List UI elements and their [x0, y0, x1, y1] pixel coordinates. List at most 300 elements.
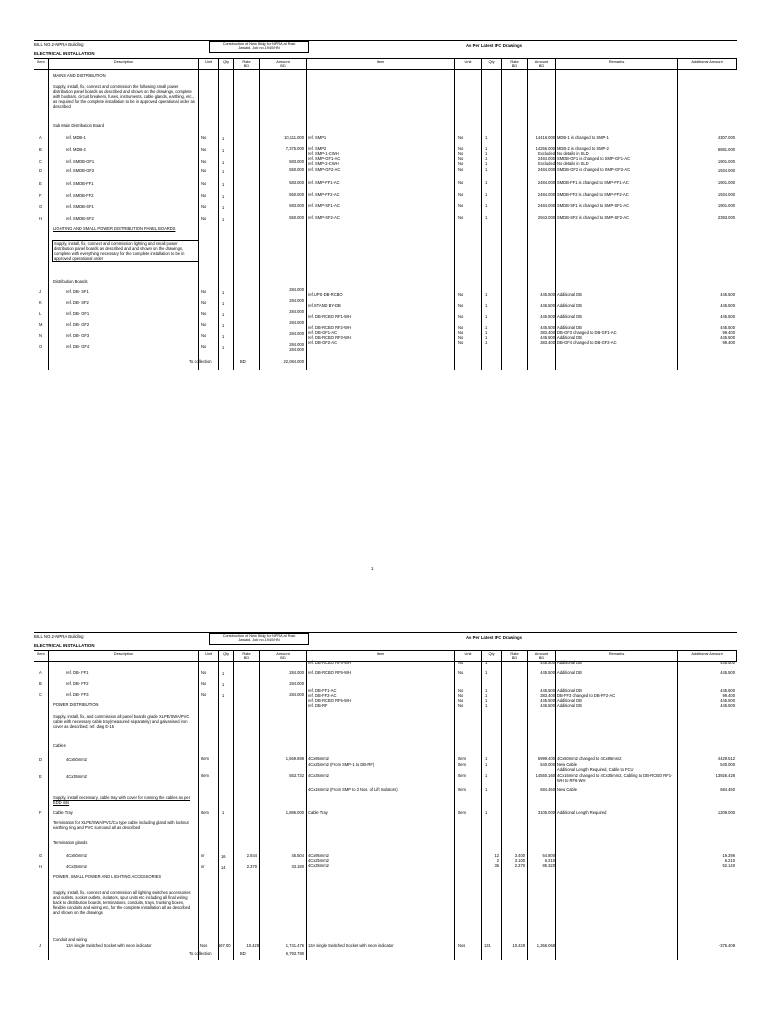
col-rate-label: Rate	[242, 651, 251, 656]
row-qty2: 1	[485, 167, 488, 172]
row-amount: 550.000	[289, 215, 304, 220]
db-amount2: 383.400	[540, 340, 555, 345]
cable-unit2: Item	[458, 762, 466, 767]
row-unit: No	[201, 204, 207, 209]
currency-label: BD	[240, 951, 246, 956]
row-ref: ref. SMP-SF1-AC	[308, 203, 340, 208]
row-ref: ref. SMP1	[308, 135, 327, 140]
gland-amount2: 64.800	[542, 853, 555, 858]
row-amount2: 14416.000	[535, 135, 555, 140]
db-amount: 284.000	[289, 287, 304, 292]
construction-title-box	[209, 633, 309, 645]
construction-line-1: Construction of New Bldg for NPRA at Rasl	[222, 634, 296, 638]
col-amount2-unit: BD	[538, 62, 545, 68]
gland-amount2: 6.210	[544, 858, 555, 863]
row-additional: 1901.000	[717, 180, 735, 185]
db-desc: ref. DB- GF3	[66, 333, 90, 338]
db-item: B	[39, 681, 42, 686]
cable-ref: 4Cx35mm2	[308, 773, 329, 778]
mains-title: MAINS AND DISTRIBUTION	[53, 73, 106, 78]
row-amount2: 14256.000	[535, 146, 555, 151]
db-unit2: No	[458, 340, 464, 345]
sheet-page-2	[34, 632, 737, 960]
cable-qty2: 1	[485, 756, 488, 761]
construction-title-box	[209, 41, 309, 53]
db-amount2: 383.400	[540, 330, 555, 335]
j-desc: 13A single Switched Socket with neon indicator	[66, 943, 152, 948]
row-desc: ref. MDB-2	[66, 147, 86, 152]
db-ref: ref.STAND BY-DB	[308, 303, 341, 308]
row-ref: ref. SMP-1-CWH	[308, 151, 339, 156]
gland-unit: nr	[201, 853, 205, 858]
db-amount: 284.000	[289, 692, 304, 697]
db-qty: 1	[222, 312, 225, 317]
db-additional: 99.400	[722, 340, 735, 345]
tray-unit2: Item	[458, 810, 466, 815]
db-ref: ref. DB-GF1-AC	[308, 330, 338, 335]
gland-amount: 33.180	[291, 864, 304, 869]
db-unit2: No	[458, 698, 464, 703]
gland-additional: 19.296	[722, 853, 735, 858]
row-remark: SMDB-SF1 is changed to SMP-SF1-AC	[557, 203, 630, 208]
col-amount2-label: Amount	[534, 59, 549, 64]
col-rate2-unit: BD	[511, 62, 518, 68]
tray-ref: Cable Tray	[308, 810, 328, 815]
col-remarks: Remarks	[555, 59, 677, 70]
db-additional: 445.500	[720, 670, 735, 675]
row-qty: 1	[222, 160, 225, 165]
col-rate2-unit: BD	[511, 654, 518, 660]
db-item: M	[39, 322, 43, 327]
row-unit: No	[201, 147, 207, 152]
db-remark: Additional DB	[557, 303, 582, 308]
row-remark: SMDB-GF2 is changed to SMP-GF2-AC	[557, 167, 631, 172]
db-qty: 1	[222, 671, 225, 676]
ifc-title: As Per Latest IFC Drawings	[465, 635, 523, 640]
tray-note: Supply, install necessary, cable tray with cover for running the cables as per EDD ints	[53, 795, 191, 806]
termination-text: Termination for XLPE/SWA/PVC/Cu type cable including gland with locknut earthing ring and PVC surround all as described	[53, 820, 189, 831]
db-desc: ref. DB- FF1	[66, 670, 89, 675]
db-remark: Additional DB	[557, 314, 582, 319]
db-unit: No	[201, 344, 207, 349]
row-unit2: No	[458, 215, 464, 220]
cable-desc: 4Cx50mm2	[66, 757, 87, 762]
cable-amount: 1,569.888	[285, 756, 304, 761]
db-unit: No	[201, 333, 207, 338]
db-desc: ref. DB- GF1	[66, 311, 90, 316]
db-qty: 1	[222, 682, 225, 687]
db-remark: Additional DB	[557, 660, 582, 665]
gland-amount2: 85.320	[542, 863, 555, 868]
db-amount2: 445.500	[540, 314, 555, 319]
row-item: H	[39, 216, 42, 221]
j-ref: 13A single Switched Socket with neon indicator	[308, 943, 394, 948]
tray-remark: Additional Length Required	[557, 810, 607, 815]
db-ref: ref. DB-RCBO RF1-WH	[308, 314, 351, 319]
col-unit2: Unit	[454, 59, 481, 70]
row-amount2: 2484.000	[537, 167, 555, 172]
row-unit2: No	[458, 192, 464, 197]
row-remark: MDB-1 is changed to SMP-1	[557, 135, 609, 140]
cable-additional: 13926.428	[715, 773, 735, 778]
db-unit2: No	[458, 670, 464, 675]
j-amount2: 1,366.068	[536, 943, 555, 948]
col-amount-unit: BD	[280, 654, 286, 660]
row-qty: 1	[222, 182, 225, 187]
db-ref: ref. DB-RF	[308, 703, 328, 708]
to-collection-label: To collection	[189, 951, 212, 956]
col-item: Item	[37, 651, 45, 656]
gland-qty2: 36	[494, 863, 499, 868]
row-additional: 2393.000	[717, 215, 735, 220]
db-unit2: No	[458, 325, 464, 330]
db-remark: Additional DB	[557, 325, 582, 330]
db-item: O	[39, 344, 43, 349]
db-unit2: No	[458, 330, 464, 335]
db-additional: 99.400	[722, 693, 735, 698]
cable-remark: New Cable	[557, 762, 578, 767]
gland-rate: 2.844	[246, 853, 257, 858]
db-desc: ref. DB- FF3	[66, 692, 89, 697]
row-item: A	[39, 135, 42, 140]
db-unit2: No	[458, 303, 464, 308]
row-additional: 1901.000	[717, 203, 735, 208]
cable-ref: 4Cx25mm2 (From SMP-1 to DB-RF)	[308, 762, 375, 767]
db-ref: ref.UPS-DB-RCBO	[308, 292, 343, 297]
cable-ref: 4Cx16mm2 (From SMP to 3 Nos. of Lift Isolators)	[308, 787, 398, 792]
power-text: Supply, install, fix, and commission all panel boards grade XLPE/SWA/PVC cable with necessary cable tray(measured separately) and galvanised iron cover as described; ref. dwg E-15	[53, 714, 190, 730]
db-amount2: 445.500	[540, 670, 555, 675]
db-amount: 284.000	[289, 681, 304, 686]
row-item: G	[39, 204, 43, 209]
lighting-text: Supply, install, fix, connect and commission lighting and small power distribution panel boards as described and and shown on the drawings, complete with everything necessary for the complete installation to be in approved operational order	[52, 240, 199, 262]
col-unit: Unit	[198, 651, 218, 662]
row-desc: ref. MDB-1	[66, 135, 86, 140]
db-amount: 284.000	[289, 342, 304, 347]
db-unit: No	[201, 670, 207, 675]
db-desc: ref. DB- SF1	[66, 289, 89, 294]
gland-qty: 16	[221, 854, 226, 859]
cable-qty2: 1	[485, 787, 488, 792]
gland-item: H	[39, 864, 42, 869]
mains-text: Supply, install, fix, connect and commission the following small power distribution panel boards as described and shown on the drawings, complete with busbars, circuit breakers, fuses, instruments, cable glands, earthing, etc., as required for the complete installation to be in approved operational order as described	[53, 84, 195, 110]
row-qty2: 1	[485, 146, 488, 151]
cable-ref: 4Cx95mm2	[308, 756, 329, 761]
row-unit: No	[201, 168, 207, 173]
row-desc: ref. SMDB-FF2	[66, 193, 94, 198]
cable-qty2: 1	[485, 773, 488, 778]
row-amount: 10,111.000	[284, 135, 304, 140]
row-remark: SMDB-GF1 is changed to SMP-GF1-AC	[557, 156, 631, 161]
db-amount2: 383.400	[540, 693, 555, 698]
db-remark: Additional DB	[557, 292, 582, 297]
tray-unit: Item	[201, 810, 209, 815]
row-ref: ref. SMP-FF2-AC	[308, 192, 340, 197]
row-item: F	[39, 193, 42, 198]
db-additional: 445.500	[720, 703, 735, 708]
db-unit2: No	[458, 693, 464, 698]
j-additional: -375.408	[718, 943, 735, 948]
db-remark: Additional DB	[557, 688, 582, 693]
db-additional: 445.500	[720, 314, 735, 319]
row-unit2: No	[458, 203, 464, 208]
cable-remark: New Cable	[557, 787, 578, 792]
page-total: 6,793.780	[285, 951, 304, 956]
row-qty: 1	[222, 205, 225, 210]
building-label: BILL NO.2-NPRA Building	[34, 634, 84, 639]
row-qty2: 1	[485, 161, 488, 166]
row-item: D	[39, 168, 42, 173]
row-amount: 550.000	[289, 167, 304, 172]
row-unit: No	[201, 135, 207, 140]
gland-qty2: 2	[496, 858, 499, 863]
cable-qty2: 1	[485, 762, 488, 767]
db-qty2: 1	[485, 330, 488, 335]
row-qty2: 1	[485, 151, 488, 156]
db-qty2: 1	[485, 698, 488, 703]
sheet-body	[34, 68, 737, 370]
cable-desc: 4Cx35mm2	[66, 774, 87, 779]
db-unit2: No	[458, 335, 464, 340]
db-amount2: 445.500	[540, 698, 555, 703]
db-qty2: 1	[485, 660, 488, 665]
col-rate-unit: BD	[243, 62, 250, 68]
row-qty: 1	[222, 148, 225, 153]
row-remark: No details in SLD	[557, 151, 589, 156]
cable-additional: 684.450	[720, 787, 735, 792]
tray-qty2: 1	[485, 810, 488, 815]
row-remark: SMDB-FF2 is changed to SMP-FF2-AC	[557, 192, 629, 197]
gland-qty2: 12	[494, 853, 499, 858]
gland-rate2: 3.400	[514, 853, 525, 858]
gland-rate2: 2.370	[514, 863, 525, 868]
cable-unit2: Item	[458, 756, 466, 761]
db-ref: ref. DB-RCBO RF6-WH	[308, 698, 351, 703]
row-amount2: Excluded	[538, 151, 555, 156]
col-item2: Item	[306, 59, 454, 70]
db-additional: 445.500	[720, 303, 735, 308]
db-amount: 284.000	[289, 298, 304, 303]
row-remark: SMDB-SF2 is changed to SMP-SF2-AC	[557, 215, 630, 220]
gland-additional: 6.210	[724, 858, 735, 863]
db-qty2: 1	[485, 303, 488, 308]
row-additional: 1934.000	[717, 168, 735, 173]
row-amount: 550.000	[289, 192, 304, 197]
row-unit2: No	[458, 180, 464, 185]
accessories-title: POWER, SMALL POWER AND LIGHTING ACCESSORIES	[53, 874, 162, 879]
row-desc: ref. SMDB-SF2	[66, 216, 94, 221]
row-desc: ref. SMDB-SF1	[66, 204, 94, 209]
j-amount: 1,741.476	[285, 943, 304, 948]
cable-unit2: Item	[458, 773, 466, 778]
row-additional: 1934.000	[717, 192, 735, 197]
row-qty: 1	[222, 169, 225, 174]
db-qty: 1	[222, 323, 225, 328]
page-number: 1	[371, 566, 374, 571]
db-amount2: 445.500	[540, 688, 555, 693]
cable-amount2: 684.450	[540, 787, 555, 792]
db-item: J	[39, 289, 42, 294]
row-unit: No	[201, 216, 207, 221]
cables-title: Cables	[53, 743, 66, 748]
col-unit: Unit	[198, 59, 218, 70]
row-ref: ref. SMP2	[308, 146, 327, 151]
db-qty2: 1	[485, 292, 488, 297]
db-additional: 445.500	[720, 325, 735, 330]
db-ref: ref. DB-FF2-AC	[308, 693, 337, 698]
db-qty2: 1	[485, 340, 488, 345]
col-amount-label: Amount	[276, 59, 290, 64]
row-amount: 583.000	[289, 203, 304, 208]
db-additional: 445.500	[720, 688, 735, 693]
row-qty2: 1	[485, 156, 488, 161]
sheet-body	[34, 660, 737, 960]
row-amount2: 2943.000	[537, 215, 555, 220]
row-unit2: No	[458, 146, 464, 151]
section-title: ELECTRICAL INSTALLATION	[34, 643, 95, 648]
cable-additional: 540.000	[720, 762, 735, 767]
row-ref: ref. SMP-2-CWH	[308, 161, 339, 166]
j-item: J	[39, 943, 42, 948]
gland-unit: nr	[201, 864, 205, 869]
j-qty: 167.00	[218, 943, 231, 948]
cable-remark: 4Cx50mm2 changed to 4Cx95mm2	[557, 756, 622, 761]
cable-unit2: Item	[458, 787, 466, 792]
page-total: 22,084.000	[283, 359, 304, 364]
row-qty: 1	[222, 217, 225, 222]
gland-desc: 4Cx35mm2	[66, 864, 87, 869]
db-ref: ref. DB-RCBO RF2-WH	[308, 325, 351, 330]
row-amount2: 2484.000	[537, 156, 555, 161]
tray-item: F	[39, 810, 42, 815]
db-additional: 445.500	[720, 335, 735, 340]
accessories-text: Supply, install, fix, connect and commission all lighting switches accessories and outlets, socket outlets, isolators, spur units etc including all final wiring back to distribution boards, terminations, conduits, trays, trunking boxes, flexible conduits and wiring etc, for the complete installation all as described and shown on the drawings	[53, 890, 191, 916]
db-amount2: 445.500	[540, 303, 555, 308]
db-amount2: 445.500	[540, 335, 555, 340]
db-amount2: 445.500	[540, 703, 555, 708]
db-qty2: 1	[485, 314, 488, 319]
db-qty2: 1	[485, 335, 488, 340]
db-desc: ref. DB- GF2	[66, 322, 90, 327]
gland-rate: 2.370	[246, 864, 257, 869]
row-amount: 583.000	[289, 180, 304, 185]
db-qty: 1	[222, 290, 225, 295]
col-amount-label: Amount	[276, 651, 290, 656]
tray-qty: 1	[222, 810, 225, 815]
col-additional: Additional Amount	[677, 59, 737, 70]
tray-amount2: 3105.000	[537, 810, 555, 815]
col-rate2-label: Rate	[510, 59, 519, 64]
db-remark: Additional DB	[557, 698, 582, 703]
row-qty2: 1	[485, 203, 488, 208]
sheet-header	[34, 632, 737, 662]
db-amount2: 445.500	[540, 325, 555, 330]
row-qty: 1	[222, 136, 225, 141]
db-unit: No	[201, 692, 207, 697]
col-rate2-label: Rate	[510, 651, 519, 656]
col-additional: Additional Amount	[677, 651, 737, 662]
db-qty: 1	[222, 334, 225, 339]
col-amount2-unit: BD	[538, 654, 545, 660]
gland-qty: 14	[221, 865, 226, 870]
row-item: C	[39, 159, 42, 164]
gland-ref: 4Cx25mm2	[308, 858, 329, 863]
tray-additional: 1209.000	[717, 810, 735, 815]
db-unit2: No	[458, 292, 464, 297]
gland-amount: 45.504	[291, 853, 304, 858]
row-qty2: 1	[485, 215, 488, 220]
db-ref: ref. DB-RCBO RF4-WH	[308, 660, 351, 665]
j-unit: Nos	[200, 943, 208, 948]
j-rate: 10.428	[246, 943, 259, 948]
row-amount2: 2484.000	[537, 192, 555, 197]
row-remark: No details in SLD	[557, 161, 589, 166]
row-additional: 1901.000	[717, 159, 735, 164]
db-qty: 1	[222, 301, 225, 306]
row-unit2: No	[458, 151, 464, 156]
db-additional: 445.500	[720, 698, 735, 703]
db-remark: DB-GF3 changed to DB-GF1-AC	[557, 330, 617, 335]
row-qty2: 1	[485, 180, 488, 185]
gland-ref: 4Cx95mm2	[308, 853, 329, 858]
row-unit: No	[201, 181, 207, 186]
col-qty: Qty	[218, 59, 233, 70]
row-ref: ref. SMP-FF1-AC	[308, 180, 340, 185]
row-amount2: 2484.000	[537, 203, 555, 208]
gland-desc: 4Cx50mm2	[66, 853, 87, 858]
row-ref: ref. SMP-SF2-AC	[308, 215, 340, 220]
lighting-title: LIGHTING AND SMALL POWER DISTRIBUTION PANEL BOARDS	[53, 226, 176, 231]
row-amount: 583.000	[289, 159, 304, 164]
db-amount2: 445.500	[540, 660, 555, 665]
col-item2: Item	[306, 651, 454, 662]
row-item: E	[39, 181, 42, 186]
db-unit2: No	[458, 660, 464, 665]
construction-line-2: Jawaid. Job no.1940/HN	[238, 46, 280, 51]
row-unit2: No	[458, 135, 464, 140]
db-additional: 445.500	[720, 292, 735, 297]
db-additional: 445.500	[720, 660, 735, 665]
cable-unit: Item	[201, 773, 209, 778]
db-amount2: 445.500	[540, 292, 555, 297]
col-qty2: Qty	[481, 59, 501, 70]
tray-amount: 1,886.000	[285, 810, 304, 815]
col-amount-unit: BD	[280, 62, 286, 68]
db-qty2: 1	[485, 325, 488, 330]
cable-amount2: 5999.400	[537, 756, 555, 761]
db-unit2: No	[458, 688, 464, 693]
row-remark: MDB-2 is changed to SMP-2	[557, 146, 609, 151]
db-ref: ref. DB-GF2-AC	[308, 340, 338, 345]
db-unit: No	[201, 300, 207, 305]
cable-amount2: 540.000	[540, 762, 555, 767]
gland-item: G	[39, 853, 43, 858]
db-amount: 284.000	[289, 320, 304, 325]
row-unit2: No	[458, 161, 464, 166]
row-qty2: 1	[485, 135, 488, 140]
row-unit: No	[201, 159, 207, 164]
row-unit2: No	[458, 167, 464, 172]
row-desc: ref. SMDB-FF1	[66, 181, 94, 186]
to-collection-label: To collection	[189, 359, 212, 364]
row-amount2: Excluded	[538, 161, 555, 166]
cable-item: D	[39, 757, 42, 762]
db-unit2: No	[458, 703, 464, 708]
col-rate-unit: BD	[243, 654, 250, 660]
db-remark: Additional DB	[557, 335, 582, 340]
power-title: POWER DISTRIBUTION	[53, 702, 99, 707]
gland-ref: 4Cx35mm2	[308, 863, 329, 868]
